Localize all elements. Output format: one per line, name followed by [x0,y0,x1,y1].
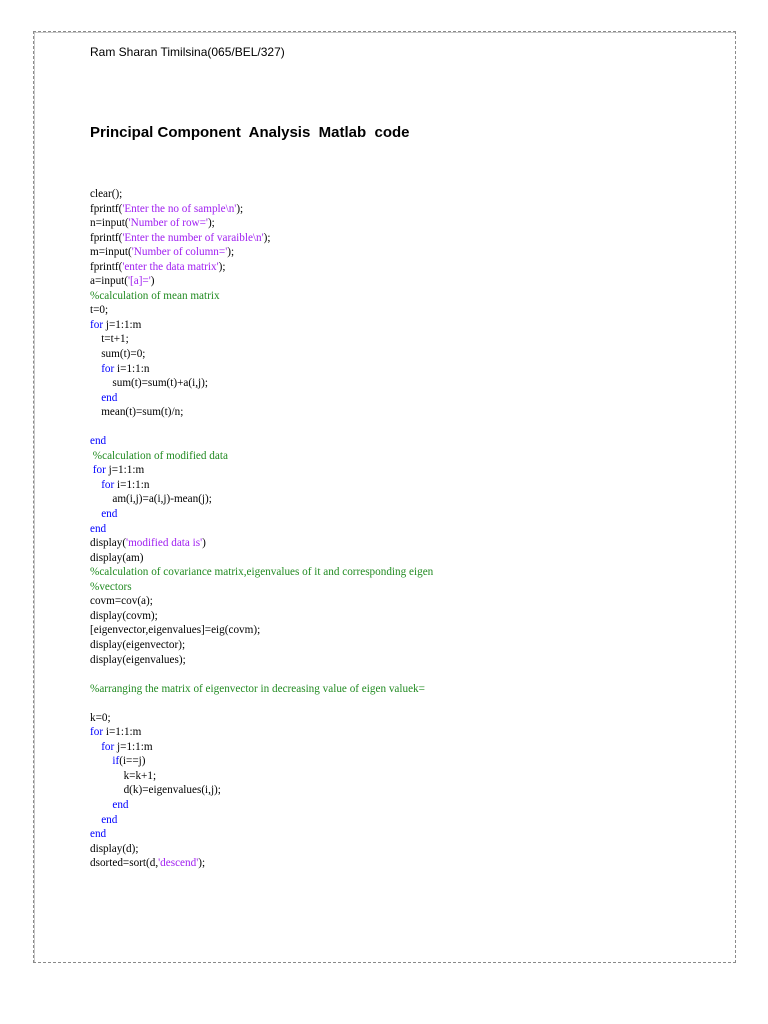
code-line [90,463,433,478]
code-text [90,755,112,767]
code-text: m=input( [90,246,132,259]
code-string: 'Enter the number of varaible\n' [122,231,264,244]
code-text: (i==j) [119,755,146,768]
code-text: mean(t)=sum(t)/n; [90,406,184,419]
code-text: ); [198,857,206,870]
code-line [90,347,433,362]
code-text: t=0; [90,304,109,317]
code-line [90,303,433,318]
code-line [90,711,433,726]
code-text: covm=cov(a); [90,595,153,608]
code-line [90,449,433,464]
code-text: display(eigenvector); [90,638,186,651]
code-text: ); [263,231,271,244]
code-comment: %arranging the matrix of eigenvector in decreasing value of eigen valuek= [90,682,425,695]
code-text: j=1:1:m [103,318,142,331]
code-string: 'enter the data matrix' [122,260,219,273]
code-keyword: for [101,478,115,491]
code-comment: %calculation of mean matrix [90,289,220,302]
code-line [90,507,433,522]
code-line [90,856,433,871]
code-string: 'Number of row=' [128,217,208,230]
code-text: dsorted=sort(d, [90,857,159,870]
code-text: j=1:1:m [114,740,153,753]
code-line [90,420,433,435]
code-keyword: for [101,362,115,375]
code-text: fprintf( [90,231,123,244]
code-text: k=k+1; [90,769,157,782]
code-text [90,508,101,520]
author-line: Ram Sharan Timilsina(065/BEL/327) [90,45,285,59]
code-line [90,274,433,289]
code-string: 'descend' [158,857,199,870]
code-text: k=0; [90,711,111,724]
code-keyword: end [90,522,107,535]
code-listing [90,187,433,871]
code-line [90,478,433,493]
code-keyword: end [90,435,107,448]
code-line [90,231,433,246]
code-line [90,202,433,217]
code-line [90,245,433,260]
code-string: 'modified data is' [126,537,203,550]
code-line [90,696,433,711]
code-keyword: end [90,828,107,841]
code-string: 'Enter the no of sample\n' [122,202,237,215]
code-line [90,289,433,304]
code-text: t=t+1; [90,333,129,346]
code-comment: %calculation of covariance matrix,eigenvalues of it and corresponding eigen [90,566,434,579]
code-comment: %vectors [90,580,132,593]
code-text: ) [202,537,206,550]
code-text: am(i,j)=a(i,j)-mean(j); [90,493,212,506]
code-text: ); [236,202,244,215]
code-text [90,741,101,753]
code-text: display(covm); [90,609,158,622]
code-line [90,405,433,420]
code-text: a=input( [90,275,128,288]
code-keyword: for [92,464,106,477]
code-text: ); [207,217,215,230]
code-text: fprintf( [90,260,123,273]
code-text [90,799,112,811]
code-text [90,814,101,826]
code-text [90,479,101,491]
code-text: i=1:1:n [114,362,150,375]
code-line [90,376,433,391]
code-line [90,783,433,798]
code-line [90,653,433,668]
code-keyword: end [101,391,118,404]
code-string: 'Number of column=' [131,246,228,259]
code-line [90,754,433,769]
code-line [90,798,433,813]
code-keyword: end [112,798,129,811]
code-line [90,492,433,507]
code-keyword: end [101,508,118,521]
code-line [90,536,433,551]
code-text: n=input( [90,217,129,230]
code-line [90,638,433,653]
code-line [90,362,433,377]
code-text [90,392,101,404]
code-keyword: if [112,755,120,768]
code-line [90,725,433,740]
code-line [90,594,433,609]
code-line [90,769,433,784]
document-title: Principal Component Analysis Matlab code [90,124,410,141]
code-line [90,623,433,638]
code-line [90,434,433,449]
code-text [90,363,101,375]
code-line [90,216,433,231]
code-line [90,332,433,347]
code-text: j=1:1:m [105,464,145,477]
code-line [90,565,433,580]
code-line [90,842,433,857]
code-line [90,827,433,842]
code-text: sum(t)=0; [90,348,146,361]
code-line [90,551,433,566]
code-text: d(k)=eigenvalues(i,j); [90,784,221,797]
code-text: clear(); [90,188,123,200]
code-text: display(eigenvalues); [90,653,186,666]
code-line [90,260,433,275]
code-keyword: for [90,318,104,331]
code-text: display(am) [90,551,144,564]
code-text: sum(t)=sum(t)+a(i,j); [90,377,208,390]
code-line [90,187,433,202]
code-text: display( [90,537,127,550]
code-text: [eigenvector,eigenvalues]=eig(covm); [90,624,261,637]
code-line [90,391,433,406]
code-text: ) [150,275,155,288]
code-keyword: end [101,813,118,826]
code-text: ); [227,246,235,259]
code-line [90,580,433,595]
code-comment: %calculation of modified data [90,449,228,462]
code-keyword: for [90,726,104,739]
code-text: i=1:1:n [114,478,150,491]
code-text: i=1:1:m [103,726,142,739]
code-line [90,740,433,755]
code-line [90,682,433,697]
code-text: display(d); [90,842,139,855]
code-line [90,813,433,828]
code-line [90,318,433,333]
code-keyword: for [101,740,115,753]
code-text: ); [218,260,226,273]
code-line [90,667,433,682]
code-string: '[a]=' [128,275,151,288]
code-text: fprintf( [90,202,123,215]
code-line [90,522,433,537]
code-line [90,609,433,624]
